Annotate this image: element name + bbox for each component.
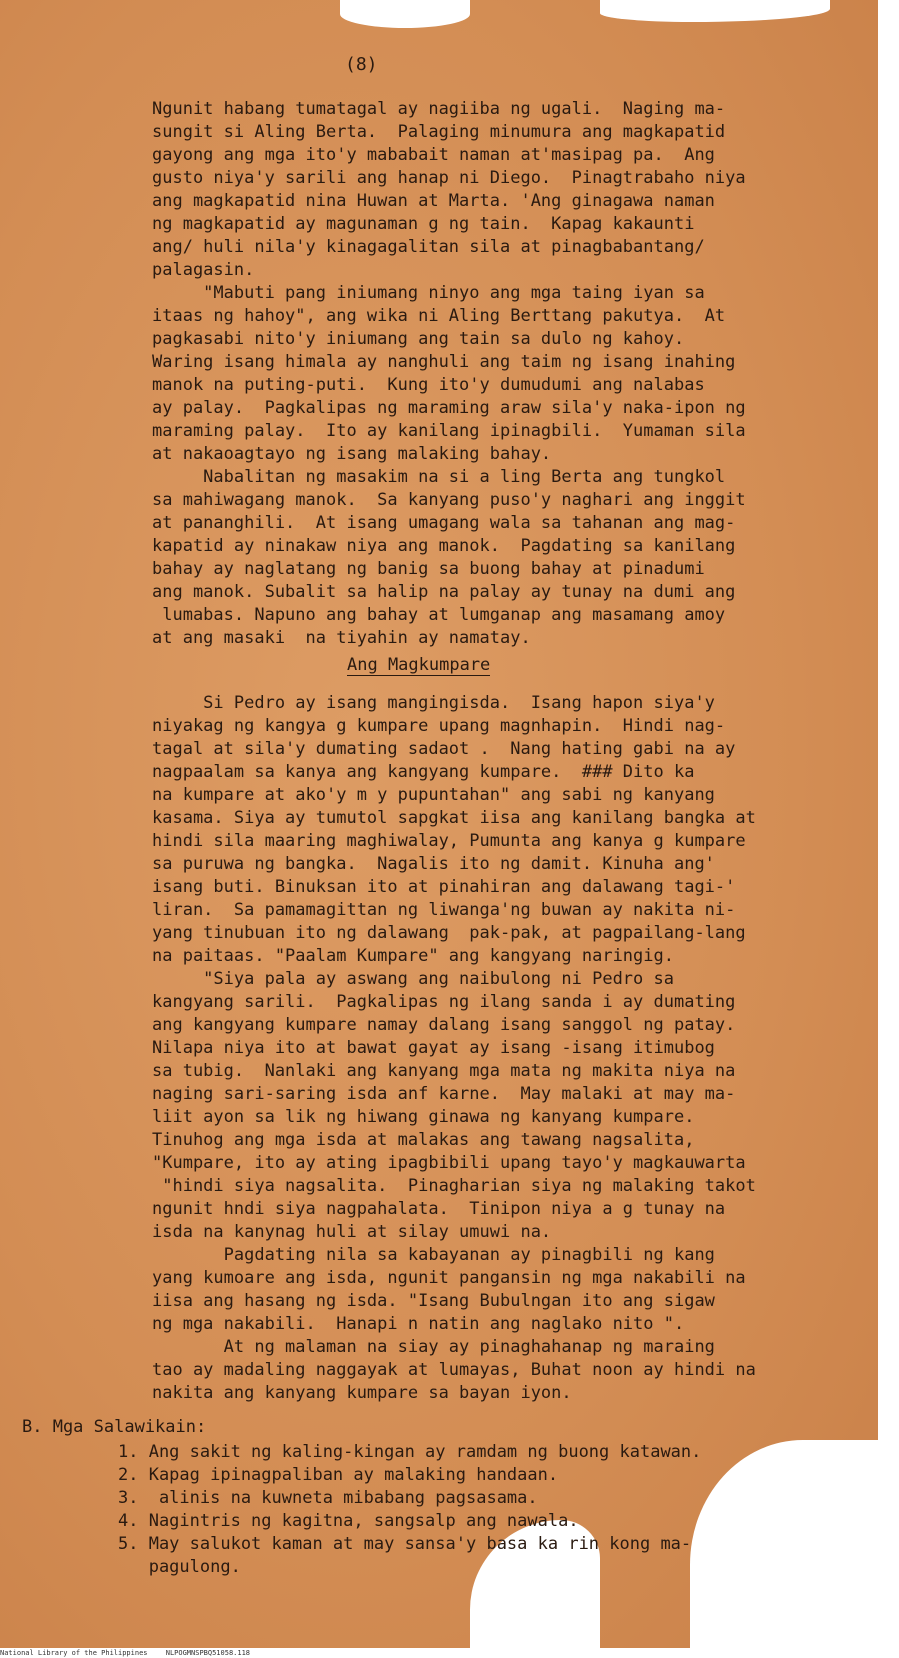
story1-line: Ngunit habang tumatagal ay nagiiba ng ugali. Naging ma- bbox=[152, 99, 726, 119]
story2-line: Nilapa niya ito at bawat gayat ay isang -isang itimubog bbox=[152, 1038, 715, 1058]
story2-line: na kumpare at ako'y m y pupuntahan" ang sabi ng kanyang bbox=[152, 785, 715, 805]
story2-line: "hindi siya nagsalita. Pinagharian siya ng malaking takot bbox=[152, 1176, 756, 1196]
story2-line: liit ayon sa lik ng hiwang ginawa ng kanyang kumpare. bbox=[152, 1107, 695, 1127]
story2-line: yang kumoare ang isda, ngunit pangansin ng mga nakabili na bbox=[152, 1268, 746, 1288]
archive-footer bbox=[0, 1648, 899, 1658]
story1-line: kapatid ay ninakaw niya ang manok. Pagdating sa kanilang bbox=[152, 536, 736, 556]
story2-title: Ang Magkumpare bbox=[347, 655, 491, 675]
story1-line: gayong ang mga ito'y mababait naman at'masipag pa. Ang bbox=[152, 145, 715, 165]
story2-line: naging sari-saring isda anf karne. May malaki at may ma- bbox=[152, 1084, 736, 1104]
proverb-item: 5. May salukot kaman at may sansa'y basa ka rin kong ma- bbox=[118, 1534, 692, 1554]
story1-line: Waring isang himala ay nanghuli ang taim ng isang inahing bbox=[152, 352, 736, 372]
story2-line: nakita ang kanyang kumpare sa bayan iyon. bbox=[152, 1383, 572, 1403]
story2-line: nagpaalam sa kanya ang kangyang kumpare. ### Dito ka bbox=[152, 762, 695, 782]
story1-line: sa mahiwagang manok. Sa kanyang puso'y naghari ang inggit bbox=[152, 490, 746, 510]
story2-line: yang tinubuan ito ng dalawang pak-pak, at pagpailang-lang bbox=[152, 923, 746, 943]
story1-line: ng magkapatid ay magunaman g ng tain. Kapag kakaunti bbox=[152, 214, 695, 234]
page-number: (8) bbox=[345, 54, 378, 75]
story2-line: Pagdating nila sa kabayanan ay pinagbili ng kang bbox=[152, 1245, 715, 1265]
story1-line: ang/ huli nila'y kinagagalitan sila at pinagbabantang/ bbox=[152, 237, 705, 257]
proverb-item: 3. alinis na kuwneta mibabang pagsasama. bbox=[118, 1488, 538, 1508]
story2-line: Si Pedro ay isang mangingisda. Isang hapon siya'y bbox=[152, 693, 715, 713]
story1-line: bahay ay naglatang ng banig sa buong bahay at pinadumi bbox=[152, 559, 705, 579]
story1-line: manok na puting-puti. Kung ito'y dumudumi ang nalabas bbox=[152, 375, 705, 395]
story2-line: sa tubig. Nanlaki ang kanyang mga mata ng makita niya na bbox=[152, 1061, 736, 1081]
story1-line: maraming palay. Ito ay kanilang ipinagbili. Yumaman sila bbox=[152, 421, 746, 441]
footer-code: NLPOGMNSPBQ51058.118 bbox=[165, 1649, 251, 1657]
story1-line: gusto niya'y sarili ang hanap ni Diego. Pinagtrabaho niya bbox=[152, 168, 746, 188]
proverb-item: 4. Nagintris ng kagitna, sangsalp ang nawala. bbox=[118, 1511, 579, 1531]
story2-line: Tinuhog ang mga isda at malakas ang tawang nagsalita, bbox=[152, 1130, 695, 1150]
story1-line: itaas ng hahoy", ang wika ni Aling Berttang pakutya. At bbox=[152, 306, 726, 326]
story1-line: sungit si Aling Berta. Palaging minumura ang magkapatid bbox=[152, 122, 726, 142]
story2-line: ngunit hndi siya nagpahalata. Tinipon niya a g tunay na bbox=[152, 1199, 726, 1219]
story2-line: na paitaas. "Paalam Kumpare" ang kangyang naringig. bbox=[152, 946, 674, 966]
proverb-item: 1. Ang sakit ng kaling-kingan ay ramdam ng buong katawan. bbox=[118, 1442, 702, 1462]
story2-line: ng mga nakabili. Hanapi n natin ang naglako nito ". bbox=[152, 1314, 685, 1334]
story2-line: tagal at sila'y dumating sadaot . Nang hating gabi na ay bbox=[152, 739, 736, 759]
story2-line: "Siya pala ay aswang ang naibulong ni Pedro sa bbox=[152, 969, 674, 989]
story2-line: isang buti. Binuksan ito at pinahiran ang dalawang tagi-' bbox=[152, 877, 736, 897]
story2-line: "Kumpare, ito ay ating ipagbibili upang tayo'y magkauwarta bbox=[152, 1153, 746, 1173]
story1-line: at ang masaki na tiyahin ay namatay. bbox=[152, 628, 531, 648]
story1-line: at nakaoagtayo ng isang malaking bahay. bbox=[152, 444, 552, 464]
story2-line: kangyang sarili. Pagkalipas ng ilang sanda i ay dumating bbox=[152, 992, 736, 1012]
story1-line: pagkasabi nito'y iniumang ang tain sa dulo ng kahoy. bbox=[152, 329, 685, 349]
story1-line: ang magkapatid nina Huwan at Marta. 'Ang ginagawa naman bbox=[152, 191, 715, 211]
story2-line: At ng malaman na siay ay pinaghahanap ng maraing bbox=[152, 1337, 715, 1357]
story1-line: "Mabuti pang iniumang ninyo ang mga taing iyan sa bbox=[152, 283, 705, 303]
story2-line: hindi sila maaring maghiwalay, Pumunta ang kanya g kumpare bbox=[152, 831, 746, 851]
proverb-item: 2. Kapag ipinagpaliban ay malaking handaan. bbox=[118, 1465, 559, 1485]
proverb-item: pagulong. bbox=[118, 1557, 241, 1577]
story2-line: iisa ang hasang ng isda. "Isang Bubulngan ito ang sigaw bbox=[152, 1291, 715, 1311]
story1-line: ang manok. Subalit sa halip na palay ay tunay na dumi ang bbox=[152, 582, 736, 602]
story1-line: palagasin. bbox=[152, 260, 255, 280]
story1-line: ay palay. Pagkalipas ng maraming araw sila'y naka-ipon ng bbox=[152, 398, 746, 418]
story1-line: lumabas. Napuno ang bahay at lumganap ang masamang amoy bbox=[152, 605, 726, 625]
story1-line: at pananghili. At isang umagang wala sa tahanan ang mag- bbox=[152, 513, 736, 533]
story2-line: liran. Sa pamamagittan ng liwanga'ng buwan ay nakita ni- bbox=[152, 900, 736, 920]
story2-line: isda na kanynag huli at silay umuwi na. bbox=[152, 1222, 552, 1242]
story2-line: niyakag ng kangya g kumpare upang magnhapin. Hindi nag- bbox=[152, 716, 726, 736]
story2-line: tao ay madaling naggayak at lumayas, Buhat noon ay hindi na bbox=[152, 1360, 756, 1380]
section-b-title: B. Mga Salawikain: bbox=[22, 1417, 207, 1437]
footer-library: National Library of the Philippines bbox=[0, 1649, 148, 1657]
story2-line: sa puruwa ng bangka. Nagalis ito ng damit. Kinuha ang' bbox=[152, 854, 715, 874]
story1-line: Nabalitan ng masakim na si a ling Berta ang tungkol bbox=[152, 467, 726, 487]
story2-line: ang kangyang kumpare namay dalang isang sanggol ng patay. bbox=[152, 1015, 736, 1035]
story2-line: kasama. Siya ay tumutol sapgkat iisa ang kanilang bangka at bbox=[152, 808, 756, 828]
